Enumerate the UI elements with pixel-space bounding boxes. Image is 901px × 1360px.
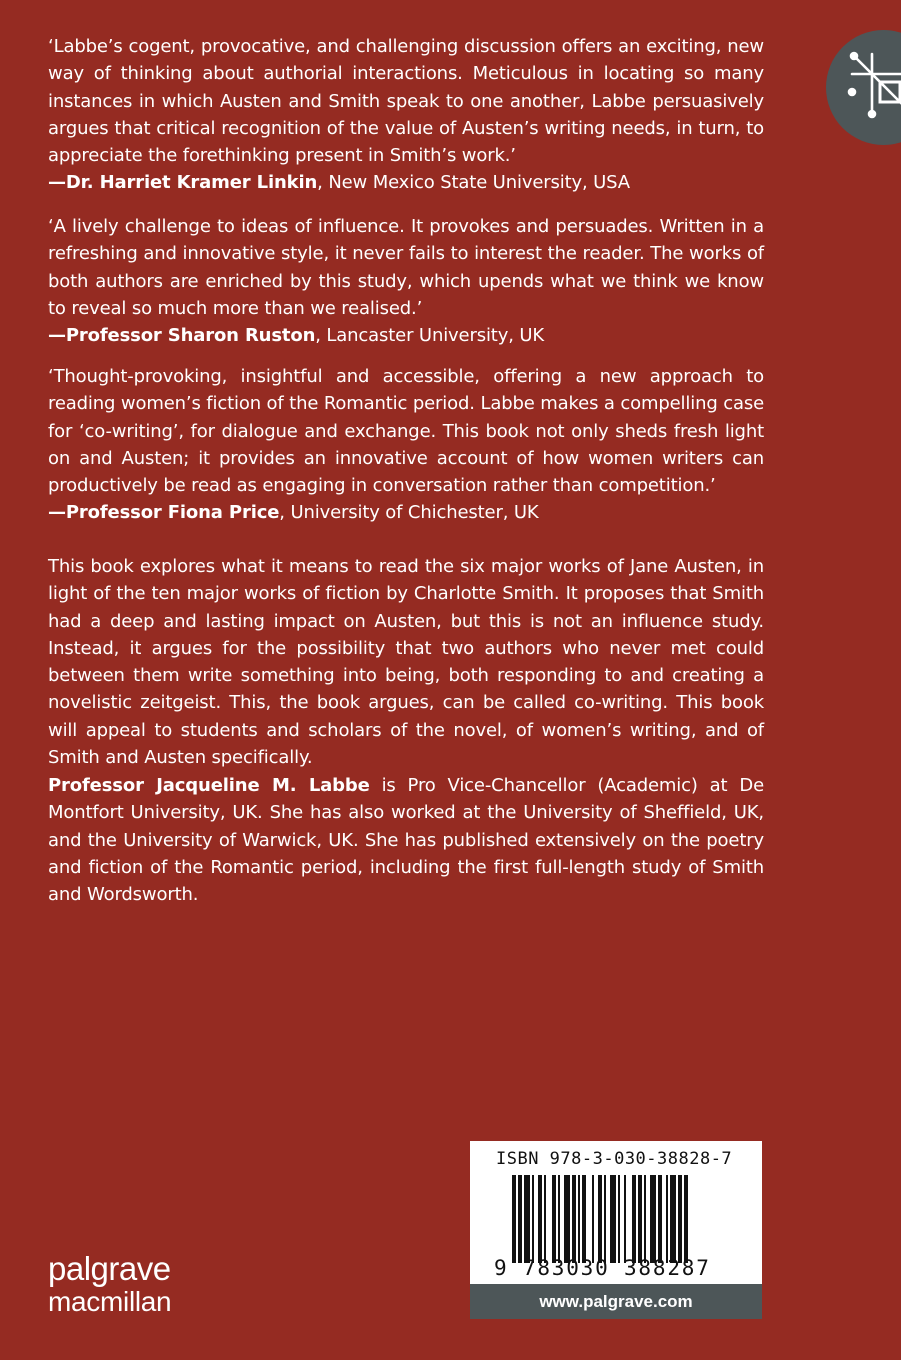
barcode-bar xyxy=(678,1175,682,1263)
book-description xyxy=(48,553,764,771)
barcode-graphic xyxy=(512,1175,724,1263)
barcode-bar xyxy=(624,1175,626,1263)
barcode-bar xyxy=(538,1175,542,1263)
barcode-bar xyxy=(552,1175,556,1263)
author-bio xyxy=(48,772,764,908)
barcode-bar xyxy=(666,1175,668,1263)
barcode-bar xyxy=(558,1175,560,1263)
barcode-bar xyxy=(518,1175,522,1263)
barcode-bar xyxy=(564,1175,570,1263)
publisher-name-line1: palgrave xyxy=(48,1250,171,1287)
barcode-bar xyxy=(578,1175,580,1263)
bio-paragraph xyxy=(48,772,764,908)
endorsement-2 xyxy=(48,213,764,349)
publisher-website: www.palgrave.com xyxy=(470,1284,762,1319)
quote-attribution xyxy=(48,322,764,349)
publisher-logo xyxy=(48,1252,171,1318)
barcode-bar xyxy=(524,1175,530,1263)
barcode-bar xyxy=(512,1175,516,1263)
barcode-bar xyxy=(598,1175,602,1263)
barcode-bar xyxy=(670,1175,676,1263)
barcode-bar xyxy=(610,1175,616,1263)
barcode-bar xyxy=(604,1175,606,1263)
quote-text: ‘Thought-provoking, insightful and accessible, offering a new approach to reading women’s fiction of the Romantic period. Labbe makes a compelling case for ‘co-writing’, for dialogue and exchange. This book not only sheds fresh light on and Austen; it provides an innovative account of how women writers can productively be read as engaging in conversation rather than competition.’ xyxy=(48,366,764,497)
barcode-bar xyxy=(644,1175,646,1263)
palgrave-network-icon xyxy=(826,30,901,145)
barcode-bar xyxy=(532,1175,534,1263)
publisher-name-line2: macmillan xyxy=(48,1286,172,1317)
quote-attribution xyxy=(48,499,764,526)
barcode-bar xyxy=(658,1175,662,1263)
barcode-bar xyxy=(632,1175,636,1263)
quote-author: —Professor Sharon Ruston xyxy=(48,325,316,347)
quote-author: —Professor Fiona Price xyxy=(48,502,280,524)
barcode-bar xyxy=(638,1175,642,1263)
quote-attribution xyxy=(48,169,764,196)
barcode-bar xyxy=(684,1175,688,1263)
endorsement-3 xyxy=(48,363,764,527)
quote-text: ‘Labbe’s cogent, provocative, and challenging discussion offers an exciting, new way of thinking about authorial interactions. Meticulous in locating so many instances in which Austen and Smith speak to one another, Labbe persuasively argues that critical recognition of the value of Austen’s writing needs, in turn, to appreciate the forethinking present in Smith’s work.’ xyxy=(48,36,764,167)
quote-author: —Dr. Harriet Kramer Linkin xyxy=(48,172,318,194)
barcode-bar xyxy=(572,1175,576,1263)
quote-text: ‘A lively challenge to ideas of influence. It provokes and persuades. Written in a refreshing and innovative style, it never fails to interest the reader. The works of both authors are enriched by this study, which upends what we think we know to reveal so much more than we realised.’ xyxy=(48,216,764,319)
quote-affiliation: , University of Chichester, UK xyxy=(279,502,539,524)
quote-affiliation: , Lancaster University, UK xyxy=(315,325,545,347)
barcode-bar xyxy=(544,1175,546,1263)
endorsement-1 xyxy=(48,33,764,197)
bio-text: is Pro Vice-Chancellor (Academic) at De Montfort University, UK. She has also worked at the University of Sheffield, UK, and the University of Warwick, UK. She has published extensively on the poetry and fiction of the Romantic period, including the first full-length study of Smith and Wordsworth. xyxy=(48,775,764,906)
isbn-digits: 9 783030 388287 xyxy=(494,1256,711,1280)
bio-name: Professor Jacqueline M. Labbe xyxy=(48,775,370,796)
quote-affiliation: , New Mexico State University, USA xyxy=(317,172,630,194)
barcode-bar xyxy=(592,1175,594,1263)
barcode-bar xyxy=(618,1175,620,1263)
barcode-bar xyxy=(650,1175,656,1263)
barcode-bar xyxy=(582,1175,586,1263)
description-text: This book explores what it means to read the six major works of Jane Austen, in light of the ten major works of fiction by Charlotte Smith. It proposes that Smith had a deep and lasting impact on Austen, but this is not an influence study. Instead, it argues for the possibility that two authors who never met could between them write something into being, both responding to and creating a novelistic zeitgeist. This, the book argues, can be called co-writing. This book will appeal to students and scholars of the novel, of women’s writing, and of Smith and Austen specifically. xyxy=(48,556,764,769)
isbn-label: ISBN 978-3-030-38828-7 xyxy=(496,1149,733,1169)
